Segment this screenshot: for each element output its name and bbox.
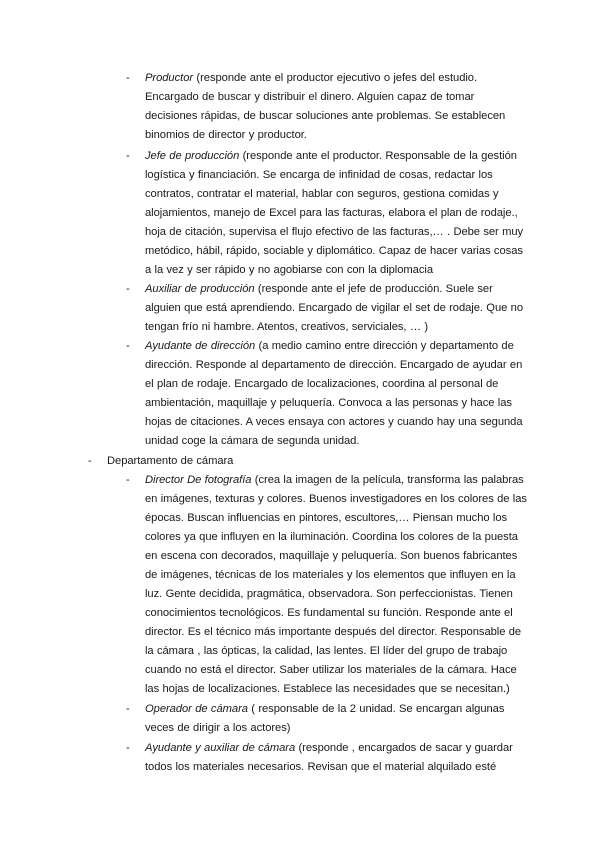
bullet-dash: -	[126, 283, 130, 295]
heading-departamento-camara: Departamento de cámara	[107, 455, 234, 467]
bullet-dash: -	[126, 474, 130, 486]
list-item-productor	[126, 69, 527, 145]
list-item-auxiliar-produccion	[126, 280, 527, 337]
description-director-fotografia: (crea la imagen de la película, transforma las palabras en imágenes, texturas y colores. Buenos investigadores en los colores de las épocas. Buscan influencias en pintores, escultores,… Piensan mucho los colores ya que influyen en la iluminación. Coordina los colores de la puesta en escena con decorados, maquillaje y peluquería. Son buenos fabricantes de imágenes, técnicas de los materiales y los elementos que influyen en la luz. Gente decidida, pragmática, observadora. Son perfeccionistas. Tienen conocimientos tecnológicos. Es fundamental su función. Responde ante el director. Es el técnico más importante después del director. Responsable de la cámara , las ópticas, la calidad, las lentes. El líder del grupo de trabajo cuando no está el director. Saber utilizar los materiales de la cámara. Hace las hojas de localizaciones. Establece las necesidades que se necesitan.)	[145, 474, 527, 695]
term-jefe-produccion: Jefe de producción	[145, 150, 240, 162]
list-item-jefe-produccion	[126, 147, 527, 280]
description-ayudante-auxiliar-camara: (responde , encargados de sacar y guardar todos los materiales necesarios. Revisan que el material alquilado esté	[145, 742, 513, 773]
list-item-director-fotografia	[126, 471, 527, 699]
description-auxiliar-produccion: (responde ante el jefe de producción. Suele ser alguien que está aprendiendo. Encargado de vigilar el set de rodaje. Que no tengan frío ni hambre. Atentos, creativos, serviciales, … )	[145, 283, 524, 333]
term-auxiliar-produccion: Auxiliar de producción	[145, 283, 255, 295]
term-ayudante-direccion: Ayudante de dirección	[145, 340, 256, 352]
description-ayudante-direccion: (a medio camino entre dirección y departamento de dirección. Responde al departamento de dirección. Encargado de ayudar en el plan de rodaje. Encargado de localizaciones, coordina al personal de ambientación, maquillaje y peluquería. Convoca a las personas y hace las hojas de citaciones. A veces ensaya con actores y cuando hay una segunda unidad coge la cámara de segunda unidad.	[145, 340, 523, 447]
bullet-dash: -	[126, 742, 130, 754]
term-director-fotografia: Director De fotografía	[145, 474, 252, 486]
bullet-dash: -	[126, 72, 130, 84]
bullet-dash: -	[88, 455, 92, 467]
term-operador-camara: Operador de cámara	[145, 703, 248, 715]
bullet-dash: -	[126, 340, 130, 352]
term-productor: Productor	[145, 72, 194, 84]
description-productor: (responde ante el productor ejecutivo o jefes del estudio. Encargado de buscar y distribuir el dinero. Alguien capaz de tomar decisiones rápidas, de buscar soluciones ante problemas. Se establecen binomios de director y productor.	[145, 72, 506, 141]
bullet-dash: -	[126, 150, 130, 162]
list-item-operador-camara	[126, 700, 527, 738]
description-operador-camara: ( responsable de la 2 unidad. Se encargan algunas veces de dirigir a los actores)	[145, 703, 505, 734]
list-item-ayudante-auxiliar-camara	[126, 739, 527, 777]
term-ayudante-auxiliar-camara: Ayudante y auxiliar de cámara	[145, 742, 296, 754]
description-jefe-produccion: (responde ante el productor. Responsable de la gestión logística y financiación. Se encarga de infinidad de cosas, redactar los contratos, contratar el material, hablar con seguros, gestiona comidas y alojamientos, manejo de Excel para las facturas, elabora el plan de rodaje., hoja de citación, supervisa el flujo efectivo de las facturas,… . Debe ser muy metódico, hábil, rápido, sociable y diplomático. Capaz de hacer varias cosas a la vez y ser rápido y no agobiarse con con la diplomacia	[145, 150, 524, 276]
list-item-ayudante-direccion	[126, 337, 527, 451]
section-heading-camara	[88, 452, 527, 471]
bullet-dash: -	[126, 703, 130, 715]
